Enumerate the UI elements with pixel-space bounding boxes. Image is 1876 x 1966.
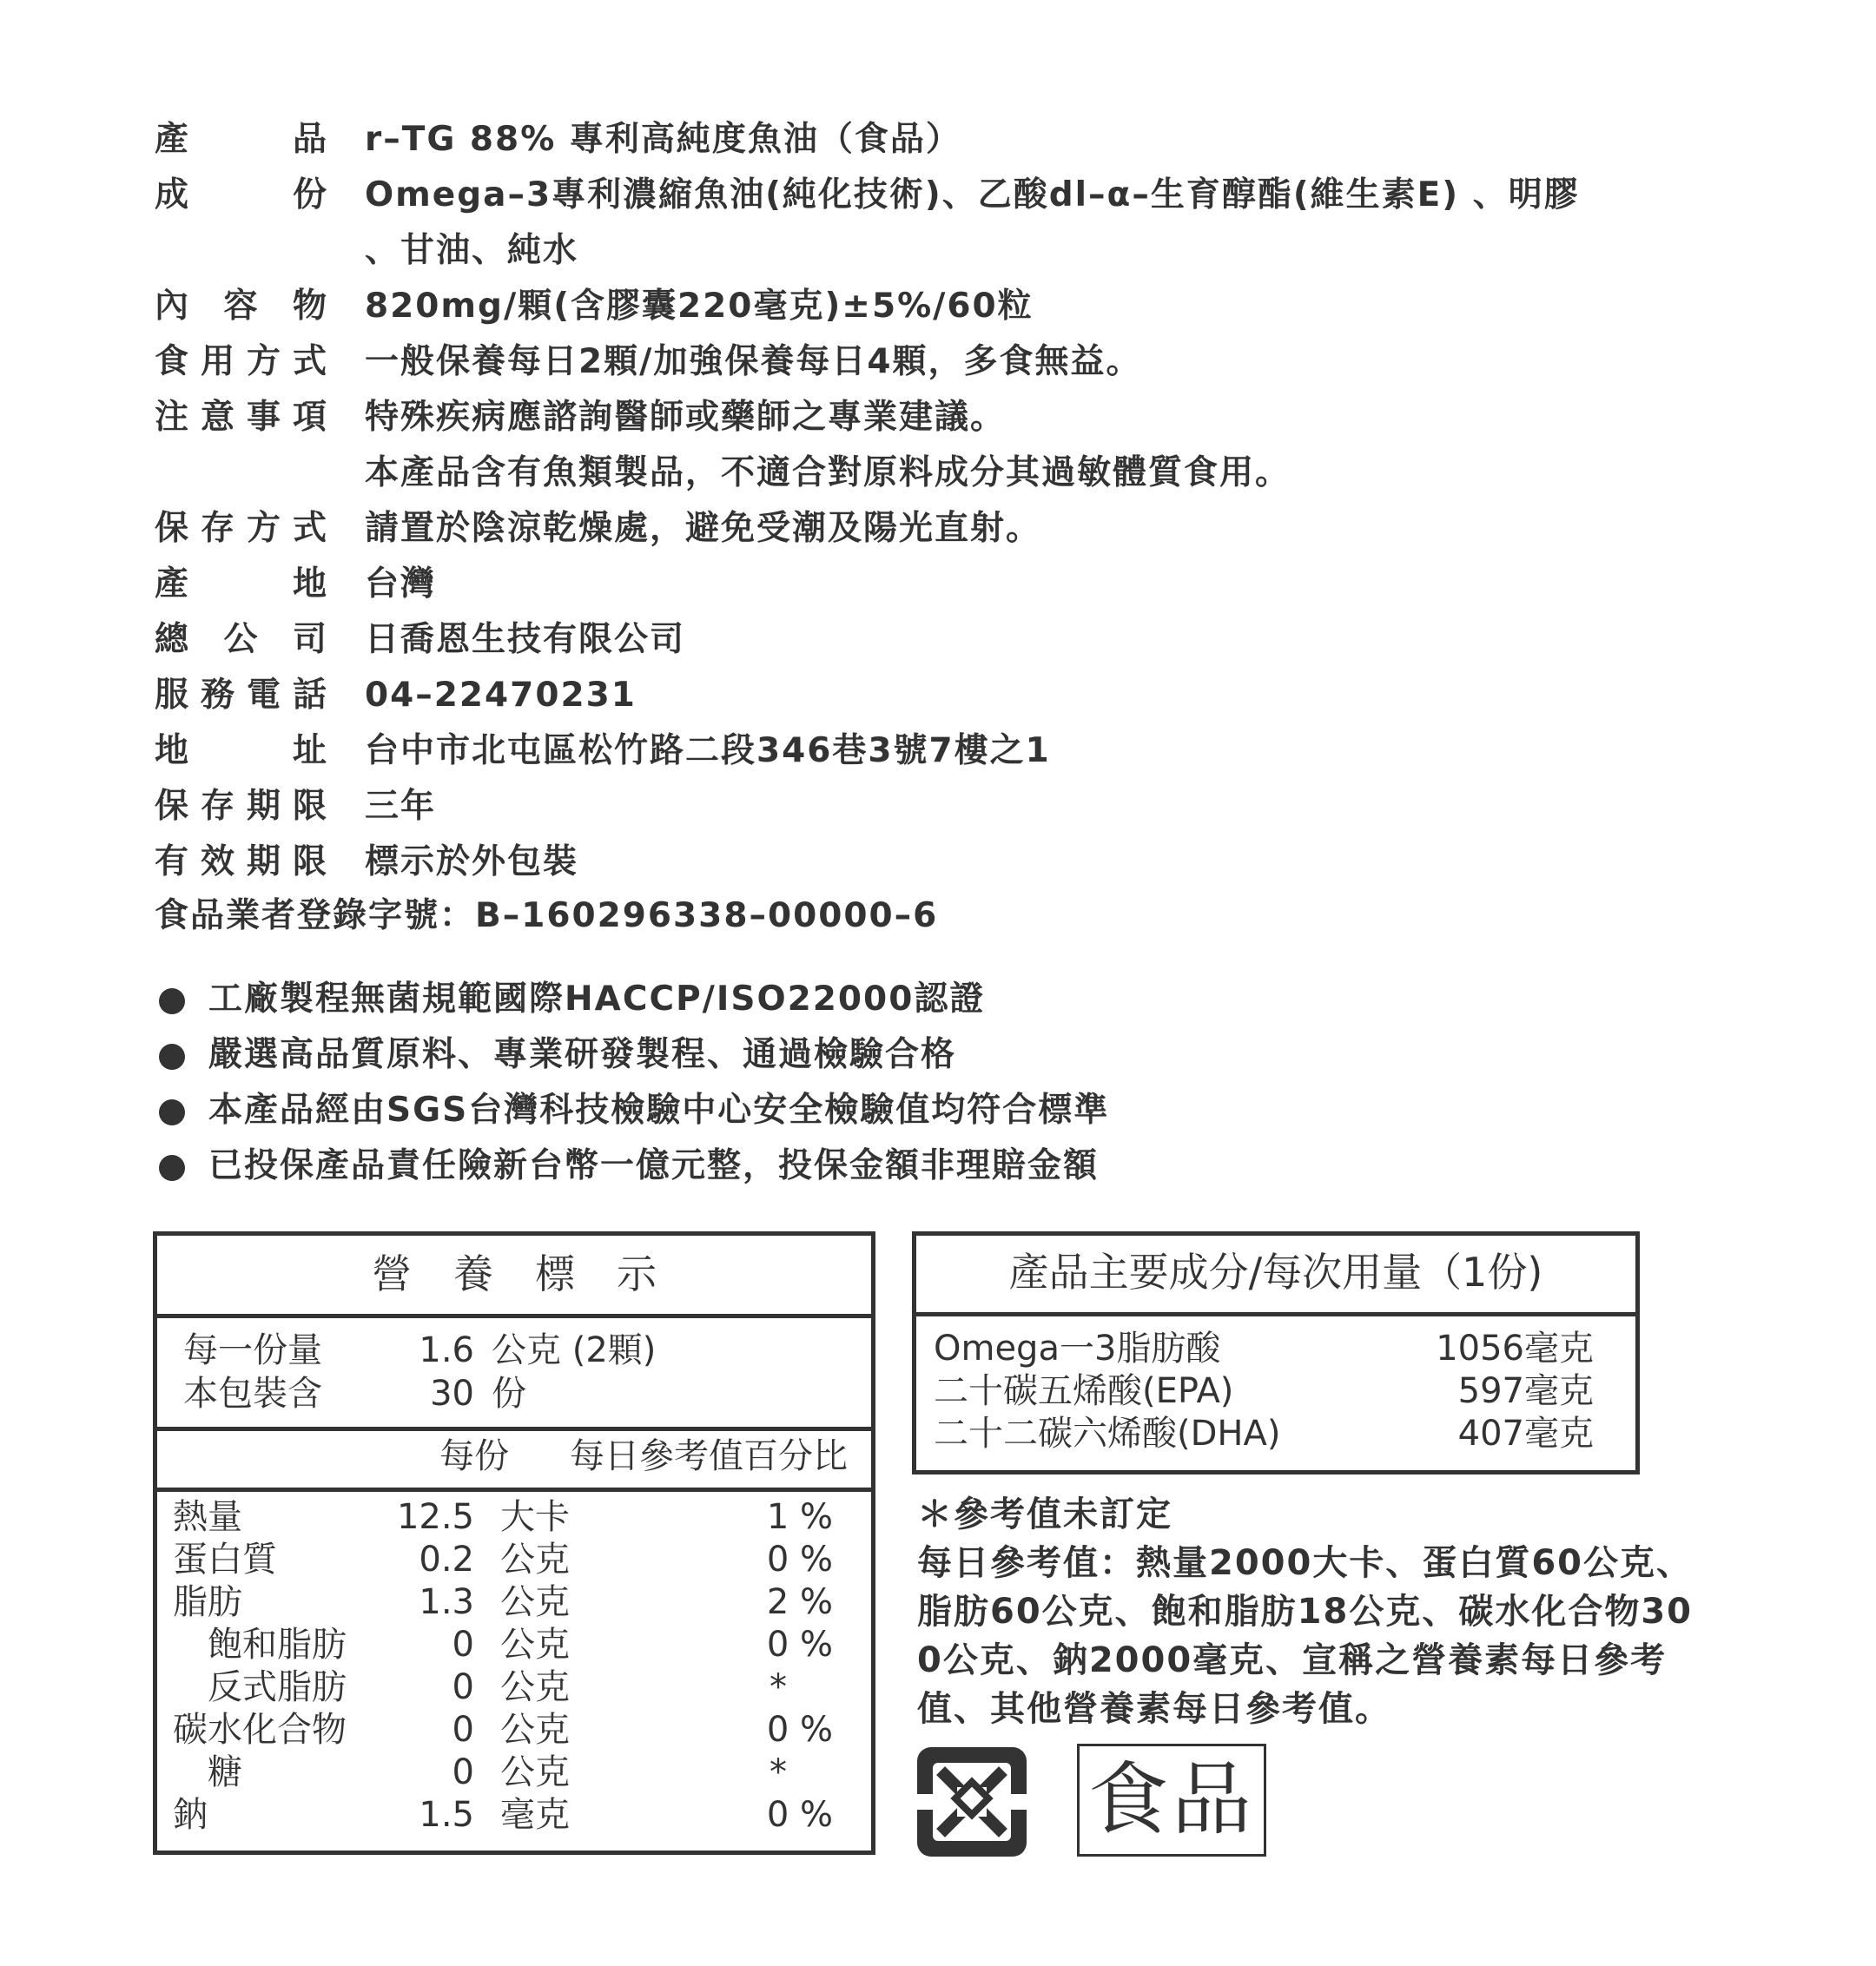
nutrient-value: 1.5	[419, 1795, 474, 1835]
bullet-dot-icon	[159, 988, 185, 1014]
serving-size-unit: 公克 (2顆)	[492, 1330, 657, 1370]
nutrient-value: 0	[452, 1752, 474, 1792]
info-value: 三年	[365, 787, 437, 826]
serving-size-label: 每一份量	[183, 1330, 322, 1370]
ingredient-amount: 1056毫克	[1436, 1329, 1594, 1369]
nutrient-unit: 公克	[500, 1752, 570, 1792]
nutrient-name: 糖	[208, 1752, 242, 1792]
nutrient-daily-percent: 0 %	[766, 1625, 833, 1665]
nutrient-daily-percent: 2 %	[766, 1582, 833, 1622]
divider	[157, 1314, 871, 1318]
nutrient-name: 鈉	[173, 1795, 208, 1835]
nutrient-value: 1.3	[419, 1582, 474, 1622]
servings-per-pack-label: 本包裝含	[183, 1374, 322, 1414]
info-label: 產 地	[155, 564, 328, 604]
info-value: 日喬恩生技有限公司	[365, 620, 686, 659]
nutrient-daily-percent: *	[770, 1752, 787, 1792]
nutrient-unit: 公克	[500, 1710, 570, 1750]
nutrient-unit: 公克	[500, 1540, 570, 1580]
servings-per-pack-value: 30	[430, 1374, 474, 1414]
info-value: Omega–3專利濃縮魚油(純化技術)、乙酸dl–α–生育醇酯(維生素E) 、明膠	[365, 175, 1580, 214]
nutrient-value: 0	[452, 1667, 474, 1707]
note-line: ＊參考值未訂定	[917, 1494, 1172, 1534]
nutrient-daily-percent: 0 %	[766, 1710, 833, 1750]
bullet-dot-icon	[159, 1044, 185, 1070]
nutrient-unit: 公克	[500, 1667, 570, 1707]
info-label: 有 效 期 限	[155, 842, 328, 881]
info-label: 服 務 電 話	[155, 676, 328, 715]
ingredient-name: 二十二碳六烯酸(DHA)	[934, 1414, 1281, 1454]
info-label: 產 品	[155, 120, 328, 159]
info-label: 總 公 司	[155, 620, 328, 659]
column-header-daily-value: 每日參考值百分比	[570, 1436, 848, 1476]
nutrient-daily-percent: *	[770, 1667, 787, 1707]
nutrient-value: 0	[452, 1710, 474, 1750]
info-value: r–TG 88% 專利高純度魚油（食品）	[365, 120, 961, 159]
main-ingredients-panel	[912, 1231, 1640, 1474]
registration-number: 食品業者登錄字號：B–160296338–00000–6	[155, 896, 939, 935]
info-value: 一般保養每日2顆/加強保養每日4顆，多食無益。	[365, 342, 1142, 381]
divider	[916, 1312, 1635, 1316]
note-line: 0公克、鈉2000毫克、宣稱之營養素每日參考	[917, 1640, 1668, 1680]
divider	[157, 1427, 871, 1431]
info-label: 注 意 事 項	[155, 398, 328, 437]
info-value: 04–22470231	[365, 676, 637, 715]
nutrient-name: 飽和脂肪	[208, 1625, 347, 1665]
divider	[157, 1488, 871, 1492]
ingredient-name: 二十碳五烯酸(EPA)	[934, 1371, 1234, 1411]
nutrient-unit: 毫克	[500, 1795, 570, 1835]
serving-size-value: 1.6	[419, 1330, 474, 1370]
ingredient-amount: 597毫克	[1457, 1371, 1594, 1411]
nutrient-name: 碳水化合物	[173, 1710, 347, 1750]
nutrition-facts-panel	[153, 1231, 875, 1855]
nutrient-name: 脂肪	[173, 1582, 242, 1622]
note-line: 脂肪60公克、飽和脂肪18公克、碳水化合物30	[917, 1592, 1693, 1632]
servings-per-pack-unit: 份	[492, 1374, 526, 1414]
info-label: 地 址	[155, 731, 328, 770]
info-label: 食 用 方 式	[155, 342, 328, 381]
info-value-continued: 本產品含有魚類製品，不適合對原料成分其過敏體質食用。	[365, 453, 1291, 492]
info-value: 標示於外包裝	[365, 842, 579, 881]
nutrient-daily-percent: 1 %	[766, 1497, 833, 1537]
info-label: 保 存 方 式	[155, 509, 328, 548]
note-line: 每日參考值：熱量2000大卡、蛋白質60公克、	[917, 1543, 1693, 1583]
info-value: 特殊疾病應諮詢醫師或藥師之專業建議。	[365, 398, 1007, 437]
nutrient-name: 蛋白質	[173, 1540, 277, 1580]
nutrient-value: 0	[452, 1625, 474, 1665]
note-line: 值、其他營養素每日參考值。	[917, 1689, 1391, 1729]
ingredient-amount: 407毫克	[1457, 1414, 1594, 1454]
column-header-per-serving: 每份	[439, 1436, 509, 1476]
bullet-dot-icon	[159, 1099, 185, 1125]
nutrient-unit: 公克	[500, 1625, 570, 1665]
info-label: 內 容 物	[155, 287, 328, 326]
recycle-icon	[914, 1744, 1030, 1860]
info-label: 保 存 期 限	[155, 787, 328, 826]
info-label: 成 份	[155, 175, 328, 214]
info-value: 台中市北屯區松竹路二段346巷3號7樓之1	[365, 731, 1051, 770]
nutrient-name: 反式脂肪	[208, 1667, 347, 1707]
nutrient-unit: 大卡	[500, 1497, 570, 1537]
ingredient-name: Omega一3脂肪酸	[934, 1329, 1221, 1369]
bullet-dot-icon	[159, 1155, 185, 1181]
nutrition-title: 營 養 標 示	[372, 1250, 657, 1297]
info-value: 820mg/顆(含膠囊220毫克)±5%/60粒	[365, 287, 1034, 326]
nutrient-value: 0.2	[419, 1540, 474, 1580]
info-value: 請置於陰涼乾燥處，避免受潮及陽光直射。	[365, 509, 1042, 548]
info-value: 台灣	[365, 564, 437, 604]
nutrient-daily-percent: 0 %	[766, 1540, 833, 1580]
ingredients-title: 產品主要成分/每次用量（1份)	[1008, 1249, 1543, 1296]
nutrient-daily-percent: 0 %	[766, 1795, 833, 1835]
nutrient-unit: 公克	[500, 1582, 570, 1622]
nutrient-value: 12.5	[396, 1497, 474, 1537]
food-category-mark: 食品	[1077, 1744, 1266, 1857]
nutrient-name: 熱量	[173, 1497, 242, 1537]
info-value-continued: 、甘油、純水	[365, 231, 579, 270]
